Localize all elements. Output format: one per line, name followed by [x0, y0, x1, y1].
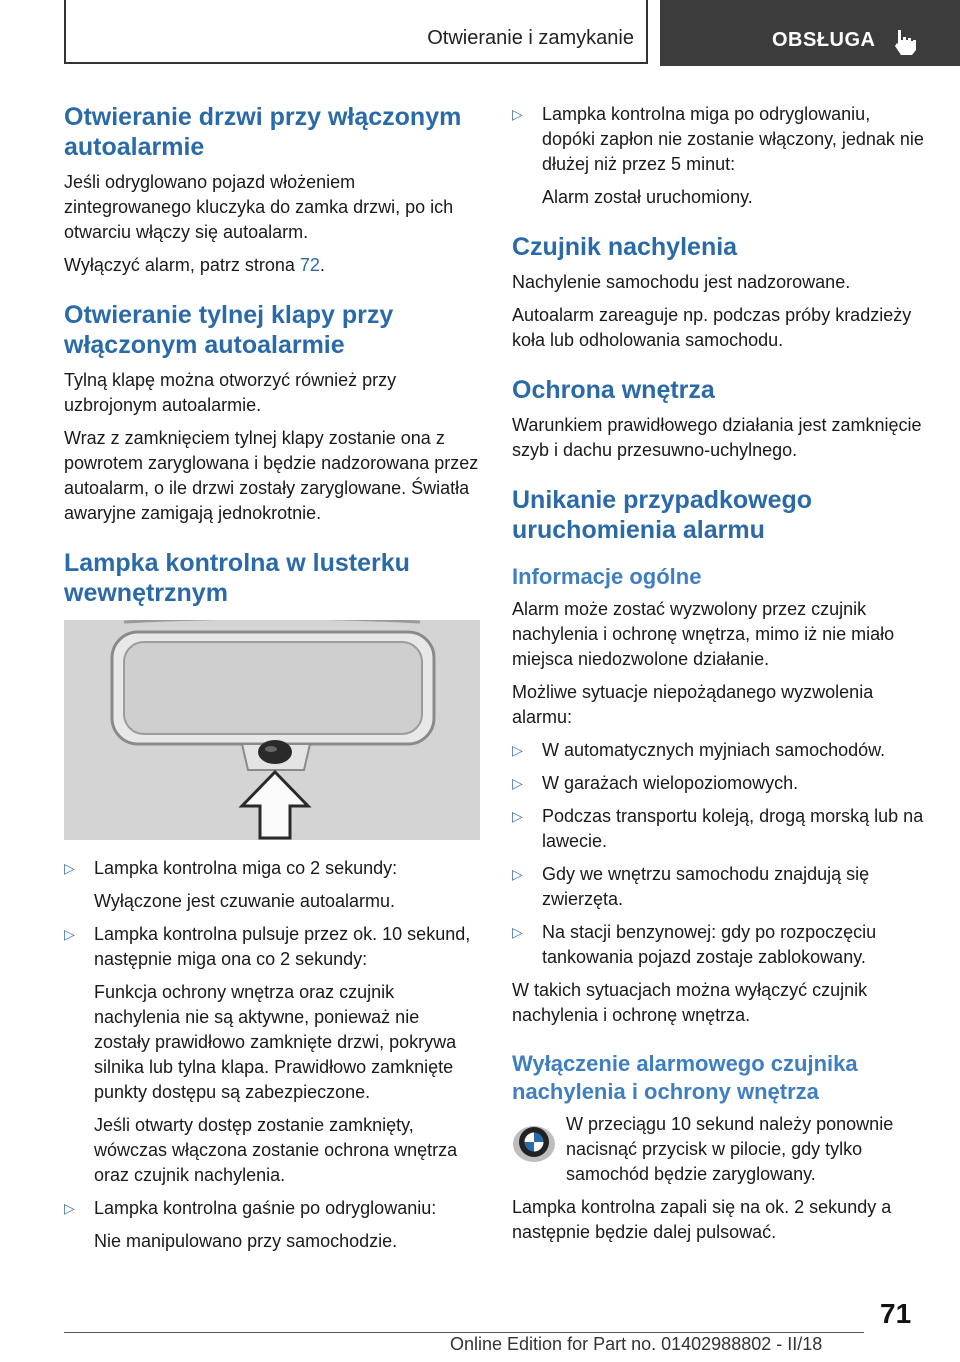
list-item	[64, 922, 480, 1188]
item-text: ▷ Lampka kontrolna pulsuje przez ok. 10 sekund, następnie miga ona co 2 sekundy:	[94, 924, 471, 969]
paragraph: Tylną klapę można otworzyć również przy uzbrojonym autoalarmie.	[64, 370, 397, 415]
item-text: ▷ Gdy we wnętrzu samochodu znajdują się zwierzęta.	[542, 864, 870, 909]
text: Wyłączyć alarm, patrz strona	[64, 255, 300, 275]
item-text: ▷ Podczas transportu koleją, drogą morską lub na lawecie.	[542, 806, 924, 851]
item-text: ▷ Na stacji benzynowej: gdy po rozpoczęciu tankowania pojazd zostaje zablokowany.	[542, 922, 877, 967]
paragraph: Wraz z zamknięciem tylnej klapy zostanie ona z powrotem zaryglowana i będzie nadzorowana przez autoalarm, o ile drzwi zostały zaryglowane. Światła awaryjne zamigają jednokrotnie.	[64, 428, 479, 523]
paragraph: Autoalarm zareaguje np. podczas próby kradzieży koła lub odholowania samochodu.	[512, 305, 912, 350]
paragraph: W takich sytuacjach można wyłączyć czujnik nachylenia i ochronę wnętrza.	[512, 980, 868, 1025]
list-item	[512, 102, 926, 210]
item-text: ▷ Lampka kontrolna miga po odryglowaniu, dopóki zapłon nie zostanie włączony, jednak nie dłużej niż przez 5 minut:	[542, 104, 924, 174]
paragraph: Alarm może zostać wyzwolony przez czujnik nachylenia i ochronę wnętrza, mimo iż nie miało miejsca niedozwolone działanie.	[512, 599, 895, 669]
section-tailgate-alarm	[64, 300, 480, 526]
item-text: ▷ Lampka kontrolna miga co 2 sekundy:	[94, 858, 398, 878]
text: .	[319, 255, 325, 275]
section-door-alarm	[64, 102, 480, 278]
false-alarm-list	[512, 738, 926, 970]
item-text: ▷ W automatycznych myjniach samochodów.	[542, 740, 886, 760]
chapter-title: Otwieranie i zamykanie	[427, 27, 634, 49]
heading-avoid-false-alarm: Unikanie przypadkowego uruchomienia alarmu	[512, 486, 813, 544]
footer-divider	[64, 1332, 864, 1333]
right-column	[512, 102, 926, 1253]
page-number: 71	[880, 1298, 912, 1329]
paragraph: Nachylenie samochodu jest nadzorowane.	[512, 272, 851, 292]
heading-interior-protection: Ochrona wnętrza	[512, 376, 715, 404]
left-column	[64, 102, 480, 1262]
section-tab-label: OBSŁUGA	[772, 29, 876, 51]
subheading-general-info: Informacje ogólne	[512, 564, 702, 589]
page-link[interactable]: 72	[299, 255, 320, 275]
paragraph: Jeśli odryglowano pojazd włożeniem zintegrowanego kluczyka do zamka drzwi, po ich otwarciu włączy się autoalarm.	[64, 172, 454, 242]
heading-tilt-sensor: Czujnik nachylenia	[512, 233, 738, 261]
key-instruction	[512, 1112, 926, 1187]
item-text: Wyłączone jest czuwanie autoalarmu.	[94, 891, 395, 911]
heading-tailgate-alarm: Otwieranie tylnej klapy przy włączonym autoalarmie	[64, 301, 394, 359]
item-text: ▷ W garażach wielopoziomowych.	[542, 773, 799, 793]
section-avoid-false-alarm	[512, 485, 926, 1028]
section-disable-sensors	[512, 1050, 926, 1245]
indicator-list	[64, 856, 480, 1254]
heading-door-alarm: Otwieranie drzwi przy włączonym autoalarmie	[64, 103, 462, 161]
paragraph: Lampka kontrolna zapali się na ok. 2 sekundy a następnie będzie dalej pulsować.	[512, 1197, 892, 1242]
heading-indicator-lamp: Lampka kontrolna w lusterku wewnętrznym	[64, 549, 410, 607]
paragraph: W przeciągu 10 sekund należy ponownie nacisnąć przycisk w pilocie, gdy tylko samochód będzie zaryglowany.	[566, 1114, 894, 1184]
indicator-list-continued	[512, 102, 926, 210]
item-text: ▷ Lampka kontrolna gaśnie po odryglowaniu:	[94, 1198, 437, 1218]
rearview-mirror-illustration	[64, 620, 480, 840]
paragraph: Możliwe sytuacje niepożądanego wyzwolenia alarmu:	[512, 682, 874, 727]
list-item	[64, 856, 480, 914]
pointing-hand-icon	[892, 28, 918, 56]
item-text: Alarm został uruchomiony.	[542, 187, 753, 207]
list-item	[512, 862, 926, 912]
item-text: Nie manipulowano przy samochodzie.	[94, 1231, 398, 1251]
list-item	[512, 804, 926, 854]
list-item	[512, 771, 926, 796]
list-item	[64, 1196, 480, 1254]
item-text: Funkcja ochrony wnętrza oraz czujnik nachylenia nie są aktywne, ponieważ nie zostały prawidłowo zamknięte drzwi, pokrywa silnika lub tylna klapa. Prawidłowo zamknięte punkty dostępu są zabezpieczone.	[94, 982, 457, 1102]
list-item	[512, 920, 926, 970]
section-indicator-lamp	[64, 548, 480, 1254]
section-tab	[660, 0, 960, 66]
list-item	[512, 738, 926, 763]
edition-footer: Online Edition for Part no. 01402988802 - II/18	[450, 1334, 823, 1354]
chapter-header	[64, 0, 648, 64]
section-tilt-sensor	[512, 232, 926, 353]
paragraph: Warunkiem prawidłowego działania jest zamknięcie szyb i dachu przesuwno-uchylnego.	[512, 415, 922, 460]
heading-disable-sensors: Wyłączenie alarmowego czujnika nachylenia i ochrony wnętrza	[512, 1051, 858, 1104]
bmw-key-icon	[512, 1120, 556, 1164]
paragraph	[64, 253, 480, 278]
item-text: Jeśli otwarty dostęp zostanie zamknięty, wówczas włączona zostanie ochrona wnętrza oraz czujnik nachylenia.	[94, 1115, 458, 1185]
section-interior-protection	[512, 375, 926, 463]
